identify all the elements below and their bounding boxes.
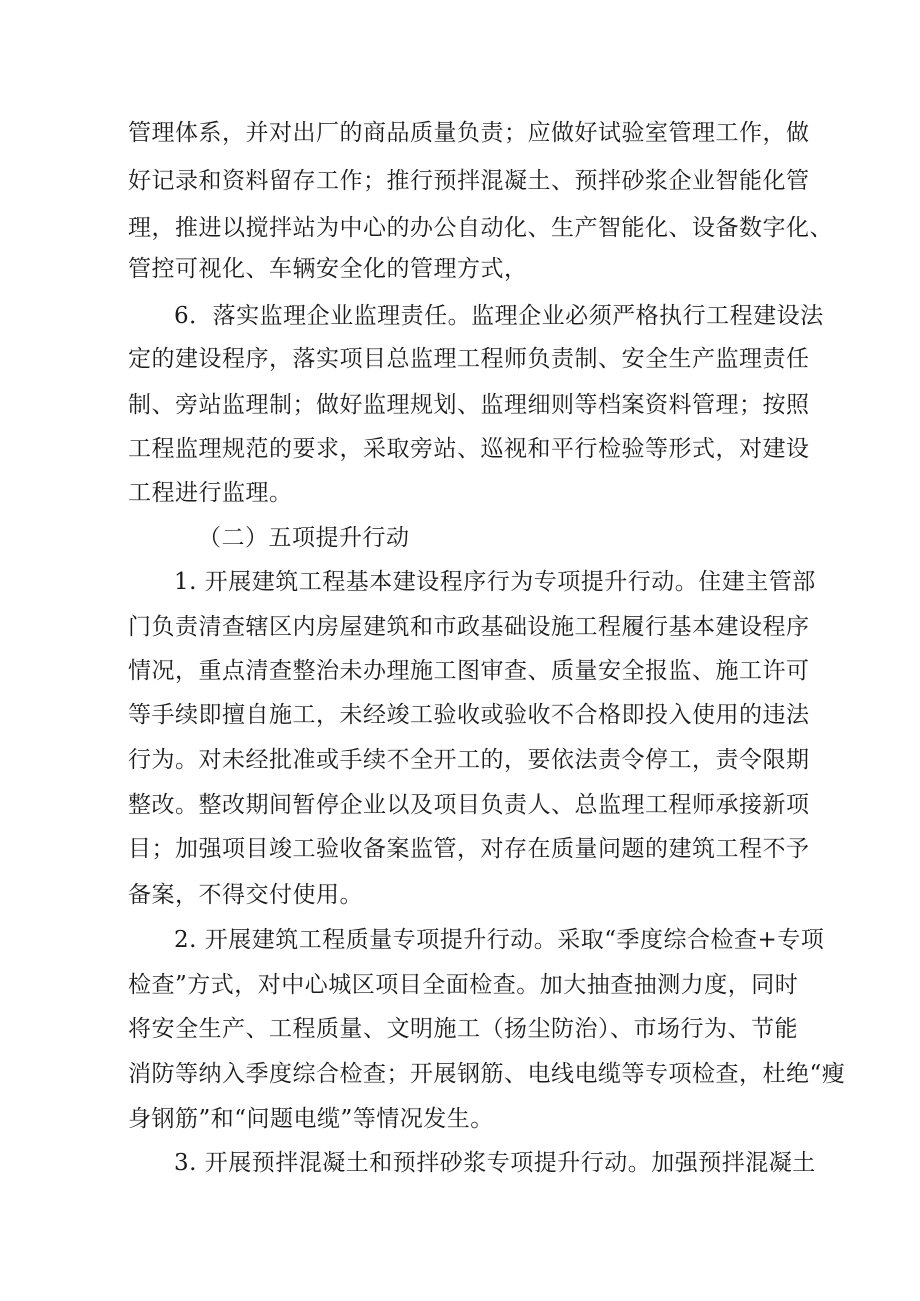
- paragraph-heading-line: 3. 开展预拌混凝土和预拌砂浆专项提升行动。加强预拌混凝土: [174, 1150, 816, 1176]
- text-line: 管理体系，并对出厂的商品质量负责；应做好试验室管理工作，做: [128, 120, 810, 146]
- text-line: 门负责清查辖区内房屋建筑和市政基础设施工程履行基本建设程序: [128, 614, 810, 640]
- text-line: 情况，重点清查整治未办理施工图审查、质量安全报监、施工许可: [128, 658, 810, 684]
- text-line: 工程进行监理。: [128, 480, 293, 506]
- text-line: 等手续即擅自施工，未经竣工验收或验收不合格即投入使用的违法: [128, 702, 810, 728]
- text-line: 制、旁站监理制；做好监理规划、监理细则等档案资料管理；按照: [128, 392, 810, 418]
- text-line: 好记录和资料留存工作；推行预拌混凝土、预拌砂浆企业智能化管: [128, 168, 810, 194]
- text-line: 目；加强项目竣工验收备案监管，对存在质量问题的建筑工程不予: [128, 836, 810, 862]
- text-line: 定的建设程序，落实项目总监理工程师负责制、安全生产监理责任: [128, 346, 810, 372]
- text-line: 整改。整改期间暂停企业以及项目负责人、总监理工程师承接新项: [128, 792, 810, 818]
- text-line: 检查”方式，对中心城区项目全面检查。加大抽查抽测力度，同时: [128, 972, 799, 998]
- text-line: 身钢筋”和“问题电缆”等情况发生。: [128, 1106, 494, 1132]
- paragraph-heading-line: 6．落实监理企业监理责任。监理企业必须严格执行工程建设法: [174, 303, 824, 329]
- paragraph-heading-line: 2. 开展建筑工程质量专项提升行动。采取“季度综合检查+专项: [174, 927, 825, 953]
- section-heading: （二）五项提升行动: [198, 525, 410, 551]
- text-line: 消防等纳入季度综合检查；开展钢筋、电线电缆等专项检查，杜绝“瘦: [128, 1061, 846, 1087]
- text-line: 将安全生产、工程质量、文明施工（扬尘防治）、市场行为、节能: [128, 1016, 798, 1042]
- text-line: 管控可视化、车辆安全化的管理方式，: [128, 256, 528, 282]
- paragraph-heading-line: 1. 开展建筑工程基本建设程序行为专项提升行动。住建主管部: [174, 569, 816, 595]
- text-line: 工程监理规范的要求，采取旁站、巡视和平行检验等形式，对建设: [128, 436, 810, 462]
- text-line: 备案，不得交付使用。: [128, 882, 363, 908]
- text-line: 理，推进以搅拌站为中心的办公自动化、生产智能化、设备数字化、: [128, 215, 833, 241]
- text-line: 行为。对未经批准或手续不全开工的，要依法责令停工，责令限期: [128, 747, 810, 773]
